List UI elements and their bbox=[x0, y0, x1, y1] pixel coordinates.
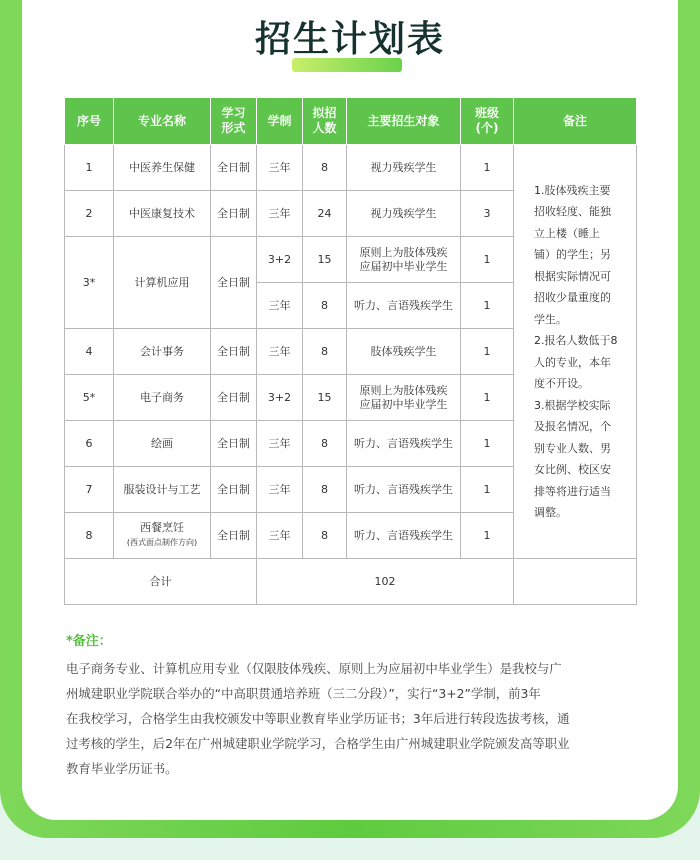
cell-target: 原则上为肢体残疾 应届初中毕业学生 bbox=[347, 237, 461, 283]
cell-classes: 1 bbox=[461, 421, 514, 467]
cell-major: 中医康复技术 bbox=[114, 191, 211, 237]
cell-classes: 1 bbox=[461, 283, 514, 329]
cell-form: 全日制 bbox=[211, 145, 257, 191]
remark-line: 在我校学习，合格学生由我校颁发中等职业教育毕业学历证书；3年后进行转段选拔考核，通 bbox=[66, 711, 570, 726]
cell-seq: 2 bbox=[65, 191, 114, 237]
cell-years: 三年 bbox=[257, 467, 303, 513]
cell-plan: 8 bbox=[303, 329, 347, 375]
cell-major: 电子商务 bbox=[114, 375, 211, 421]
cell-plan: 8 bbox=[303, 283, 347, 329]
remark-line: 教育毕业学历证书。 bbox=[66, 761, 178, 776]
cell-seq: 4 bbox=[65, 329, 114, 375]
cell-seq: 7 bbox=[65, 467, 114, 513]
cell-form: 全日制 bbox=[211, 237, 257, 329]
cell-classes: 3 bbox=[461, 191, 514, 237]
title-area bbox=[0, 14, 700, 66]
cell-note-empty bbox=[514, 559, 637, 605]
cell-seq: 1 bbox=[65, 145, 114, 191]
cell-plan: 15 bbox=[303, 237, 347, 283]
cell-classes: 1 bbox=[461, 237, 514, 283]
cell-years: 三年 bbox=[257, 421, 303, 467]
cell-years: 3+2 bbox=[257, 237, 303, 283]
header-note: 备注 bbox=[514, 98, 637, 145]
total-value: 102 bbox=[257, 559, 514, 605]
cell-plan: 15 bbox=[303, 375, 347, 421]
remark-line: 州城建职业学院联合举办的“中高职贯通培养班（三二分段）”，实行“3+2”学制，前3年 bbox=[66, 686, 541, 701]
cell-seq: 8 bbox=[65, 513, 114, 559]
cell-seq: 6 bbox=[65, 421, 114, 467]
table-row bbox=[65, 145, 637, 191]
page-title: 招生计划表 bbox=[254, 19, 445, 60]
cell-target: 听力、言语残疾学生 bbox=[347, 421, 461, 467]
cell-plan: 24 bbox=[303, 191, 347, 237]
cell-target: 视力残疾学生 bbox=[347, 145, 461, 191]
remark-line: 电子商务专业、计算机应用专业（仅限肢体残疾、原则上为应届初中毕业学生）是我校与广 bbox=[66, 661, 562, 676]
cell-form: 全日制 bbox=[211, 513, 257, 559]
cell-classes: 1 bbox=[461, 513, 514, 559]
cell-seq: 5* bbox=[65, 375, 114, 421]
remark-label: *备注： bbox=[66, 634, 112, 649]
remark-line: 过考核的学生，后2年在广州城建职业学院学习，合格学生由广州城建职业学院颁发高等职业 bbox=[66, 736, 570, 751]
cell-classes: 1 bbox=[461, 375, 514, 421]
cell-form: 全日制 bbox=[211, 191, 257, 237]
cell-form: 全日制 bbox=[211, 375, 257, 421]
cell-target: 听力、言语残疾学生 bbox=[347, 283, 461, 329]
cell-form: 全日制 bbox=[211, 329, 257, 375]
cell-classes: 1 bbox=[461, 329, 514, 375]
cell-target: 听力、言语残疾学生 bbox=[347, 467, 461, 513]
header-major: 专业名称 bbox=[114, 98, 211, 145]
cell-years: 三年 bbox=[257, 145, 303, 191]
cell-plan: 8 bbox=[303, 145, 347, 191]
cell-target: 听力、言语残疾学生 bbox=[347, 513, 461, 559]
header-years: 学制 bbox=[257, 98, 303, 145]
cell-major: 计算机应用 bbox=[114, 237, 211, 329]
cell-plan: 8 bbox=[303, 421, 347, 467]
cell-seq: 3* bbox=[65, 237, 114, 329]
cell-major: 服装设计与工艺 bbox=[114, 467, 211, 513]
cell-years: 3+2 bbox=[257, 375, 303, 421]
cell-note: 1.肢体残疾主要 招收轻度、能独 立上楼（睡上 铺）的学生；另 根据实际情况可 招收少量重度的 学生。 2.报名人数低于8 人的专业，本年 度不开设。 3.根据学校实际 及报名情况，个 别专业人数、男 女比例、校区安 排等将进行适当 调整。 bbox=[514, 145, 637, 559]
header-plan: 拟招 人数 bbox=[303, 98, 347, 145]
cell-target: 原则上为肢体残疾 应届初中毕业学生 bbox=[347, 375, 461, 421]
cell-target: 视力残疾学生 bbox=[347, 191, 461, 237]
header-form: 学习 形式 bbox=[211, 98, 257, 145]
cell-major: 中医养生保健 bbox=[114, 145, 211, 191]
cell-major: 会计事务 bbox=[114, 329, 211, 375]
cell-plan: 8 bbox=[303, 467, 347, 513]
cell-years: 三年 bbox=[257, 329, 303, 375]
cell-target: 肢体残疾学生 bbox=[347, 329, 461, 375]
enrollment-plan-table bbox=[64, 97, 637, 605]
total-row bbox=[65, 559, 637, 605]
header-classes: 班级 (个) bbox=[461, 98, 514, 145]
cell-plan: 8 bbox=[303, 513, 347, 559]
cell-major: 西餐烹饪 (西式面点制作方向) bbox=[114, 513, 211, 559]
cell-major: 绘画 bbox=[114, 421, 211, 467]
cell-form: 全日制 bbox=[211, 421, 257, 467]
cell-years: 三年 bbox=[257, 513, 303, 559]
table-header-row bbox=[65, 98, 637, 145]
cell-classes: 1 bbox=[461, 467, 514, 513]
total-label: 合计 bbox=[65, 559, 257, 605]
header-seq: 序号 bbox=[65, 98, 114, 145]
remark-text bbox=[66, 656, 640, 781]
cell-years: 三年 bbox=[257, 191, 303, 237]
cell-classes: 1 bbox=[461, 145, 514, 191]
header-target: 主要招生对象 bbox=[347, 98, 461, 145]
cell-form: 全日制 bbox=[211, 467, 257, 513]
cell-years: 三年 bbox=[257, 283, 303, 329]
